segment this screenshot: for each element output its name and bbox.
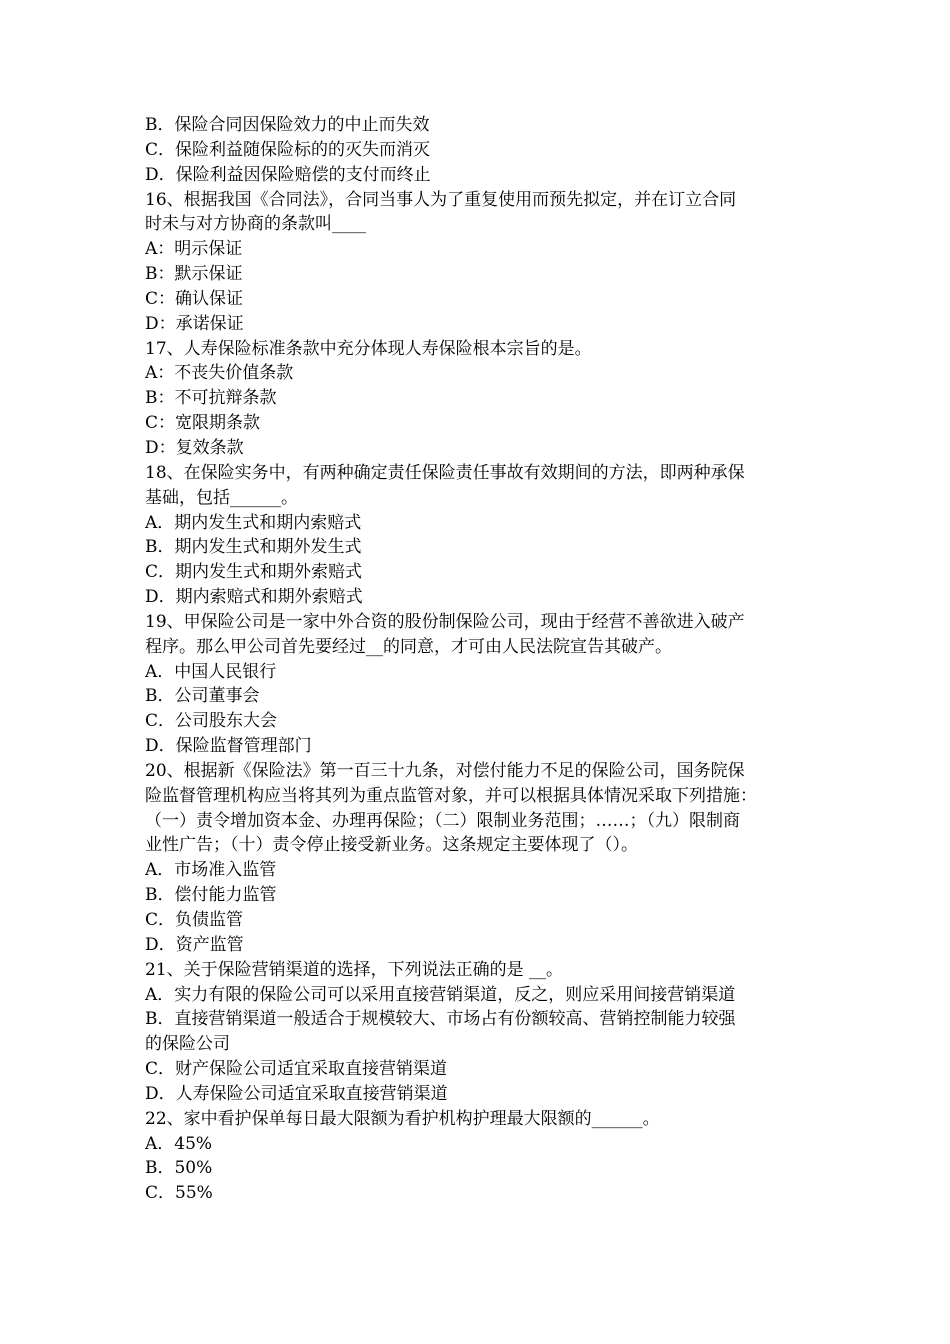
question-line: 时未与对方协商的条款叫____ [145, 214, 366, 235]
option-line: C．财产保险公司适宜采取直接营销渠道 [145, 1059, 448, 1080]
option-line: B．50% [145, 1158, 213, 1179]
option-line: D．保险监督管理部门 [145, 736, 312, 757]
option-line: C．公司股东大会 [145, 711, 278, 732]
option-line: D．资产监管 [145, 934, 244, 955]
option-line: B．公司董事会 [145, 686, 260, 707]
option-line: B：不可抗辩条款 [145, 388, 277, 409]
option-line: C：确认保证 [145, 288, 244, 309]
option-line: C．期内发生式和期外索赔式 [145, 562, 363, 583]
question-line: 22、家中看护保单每日最大限额为看护机构护理最大限额的______。 [145, 1108, 660, 1129]
option-line: C：宽限期条款 [145, 413, 261, 434]
option-line: A．实力有限的保险公司可以采用直接营销渠道，反之，则应采用间接营销渠道 [145, 984, 736, 1005]
option-line: A．45% [145, 1133, 213, 1154]
option-line: B．直接营销渠道一般适合于规模较大、市场占有份额较高、营销控制能力较强 [145, 1009, 736, 1030]
question-line: （一）责令增加资本金、办理再保险；（二）限制业务范围；……；（九）限制商 [145, 810, 740, 831]
option-line: C．负债监管 [145, 910, 244, 930]
question-line: 16、根据我国《合同法》，合同当事人为了重复使用而预先拟定，并在订立合同 [145, 189, 737, 210]
option-line: D：承诺保证 [145, 313, 244, 334]
option-line: A．市场准入监管 [145, 860, 277, 881]
option-line: B：默示保证 [145, 264, 243, 285]
question-line: 业性广告；（十）责令停止接受新业务。这条规定主要体现了（）。 [145, 835, 638, 856]
question-line: 20、根据新《保险法》第一百三十九条，对偿付能力不足的保险公司，国务院保 [145, 760, 745, 781]
option-line: B．保险合同因保险效力的中止而失效 [145, 115, 430, 135]
option-line: D：复效条款 [145, 437, 244, 458]
option-line: C．保险利益随保险标的的灭失而消灭 [145, 139, 431, 160]
option-line: D．保险利益因保险赔偿的支付而终止 [145, 164, 431, 185]
option-line: A：明示保证 [145, 239, 243, 260]
question-line: 险监督管理机构应当将其列为重点监管对象，并可以根据具体情况采取下列措施： [145, 785, 757, 806]
question-line: 21、关于保险营销渠道的选择，下列说法正确的是 __。 [145, 959, 564, 980]
question-line: 程序。那么甲公司首先要经过__的同意，才可由人民法院宣告其破产。 [145, 636, 672, 657]
option-line: C．55% [145, 1183, 213, 1204]
document-page [145, 113, 815, 1206]
question-line: 19、甲保险公司是一家中外合资的股份制保险公司，现由于经营不善欲进入破产 [145, 611, 745, 632]
option-line: B．偿付能力监管 [145, 885, 277, 906]
option-line: A．期内发生式和期内索赔式 [145, 512, 362, 533]
option-line: A．中国人民银行 [145, 661, 277, 682]
option-line: D．人寿保险公司适宜采取直接营销渠道 [145, 1083, 448, 1104]
question-line: 17、人寿保险标准条款中充分体现人寿保险根本宗旨的是。 [145, 338, 592, 359]
question-line: 18、在保险实务中，有两种确定责任保险责任事故有效期间的方法，即两种承保 [145, 462, 745, 483]
option-line: D．期内索赔式和期外索赔式 [145, 587, 363, 608]
question-line: 基础，包括______。 [145, 487, 298, 508]
option-line: 的保险公司 [145, 1034, 230, 1055]
option-line: B．期内发生式和期外发生式 [145, 537, 362, 558]
option-line: A：不丧失价值条款 [145, 363, 294, 384]
